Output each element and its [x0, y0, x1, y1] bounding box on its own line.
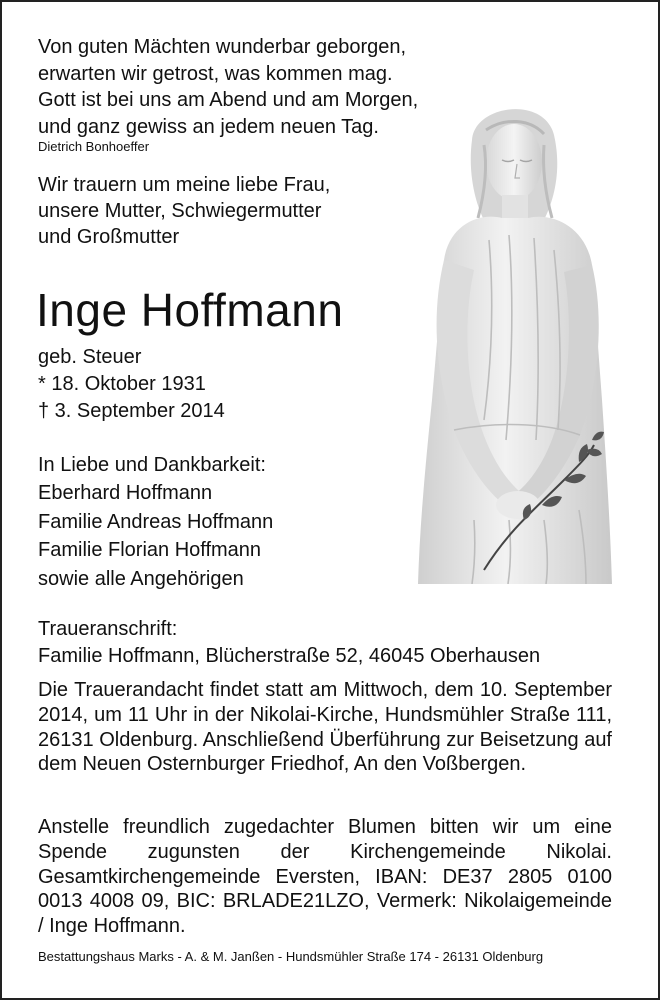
- family-list: Eberhard Hoffmann Familie Andreas Hoffmann Familie Florian Hoffmann sowie alle Angehörigen: [38, 482, 274, 590]
- deceased-name: Inge Hoffmann: [36, 284, 344, 336]
- address-text: Familie Hoffmann, Blücherstraße 52, 46045 Oberhausen: [38, 645, 541, 667]
- thanks-intro: In Liebe und Dankbarkeit:: [38, 454, 266, 476]
- funeral-home-footer: Bestattungshaus Marks - A. & M. Janßen - Hundsmühler Straße 174 - 26131 Oldenburg: [38, 949, 544, 964]
- service-info: Die Trauerandacht findet statt am Mittwoch, dem 10. September 2014, um 11 Uhr in der Nikolai-Kirche, Hundsmühler Straße 111, 26131 Oldenburg. Anschließend Überführung zur Beisetzung auf dem Neuen Osternburger Friedhof, An den Voßbergen.: [38, 679, 612, 776]
- address-label: Traueranschrift:: [38, 618, 178, 640]
- donation-info: Anstelle freundlich zugedachter Blumen bitten wir um eine Spende zugunsten der Kirchengemeinde Nikolai. Gesamtkirchengemeinde Eversten, IBAN: DE37 2805 0100 0013 4008 09, BIC: BRLADE21LZO, Vermerk: Nikolaigemeinde / Inge Hoffmann.: [38, 816, 612, 938]
- poem-text: Von guten Mächten wunderbar geborgen, erwarten wir getrost, was kommen mag. Gott ist bei uns am Abend und am Morgen, und ganz gewiss an jedem neuen Tag.: [38, 36, 419, 138]
- statue-image: [414, 100, 614, 584]
- mourning-statement: Wir trauern um meine liebe Frau, unsere Mutter, Schwiegermutter und Großmutter: [38, 174, 331, 248]
- poem-author: Dietrich Bonhoeffer: [38, 139, 150, 154]
- life-dates: geb. Steuer * 18. Oktober 1931 † 3. September 2014: [38, 346, 225, 422]
